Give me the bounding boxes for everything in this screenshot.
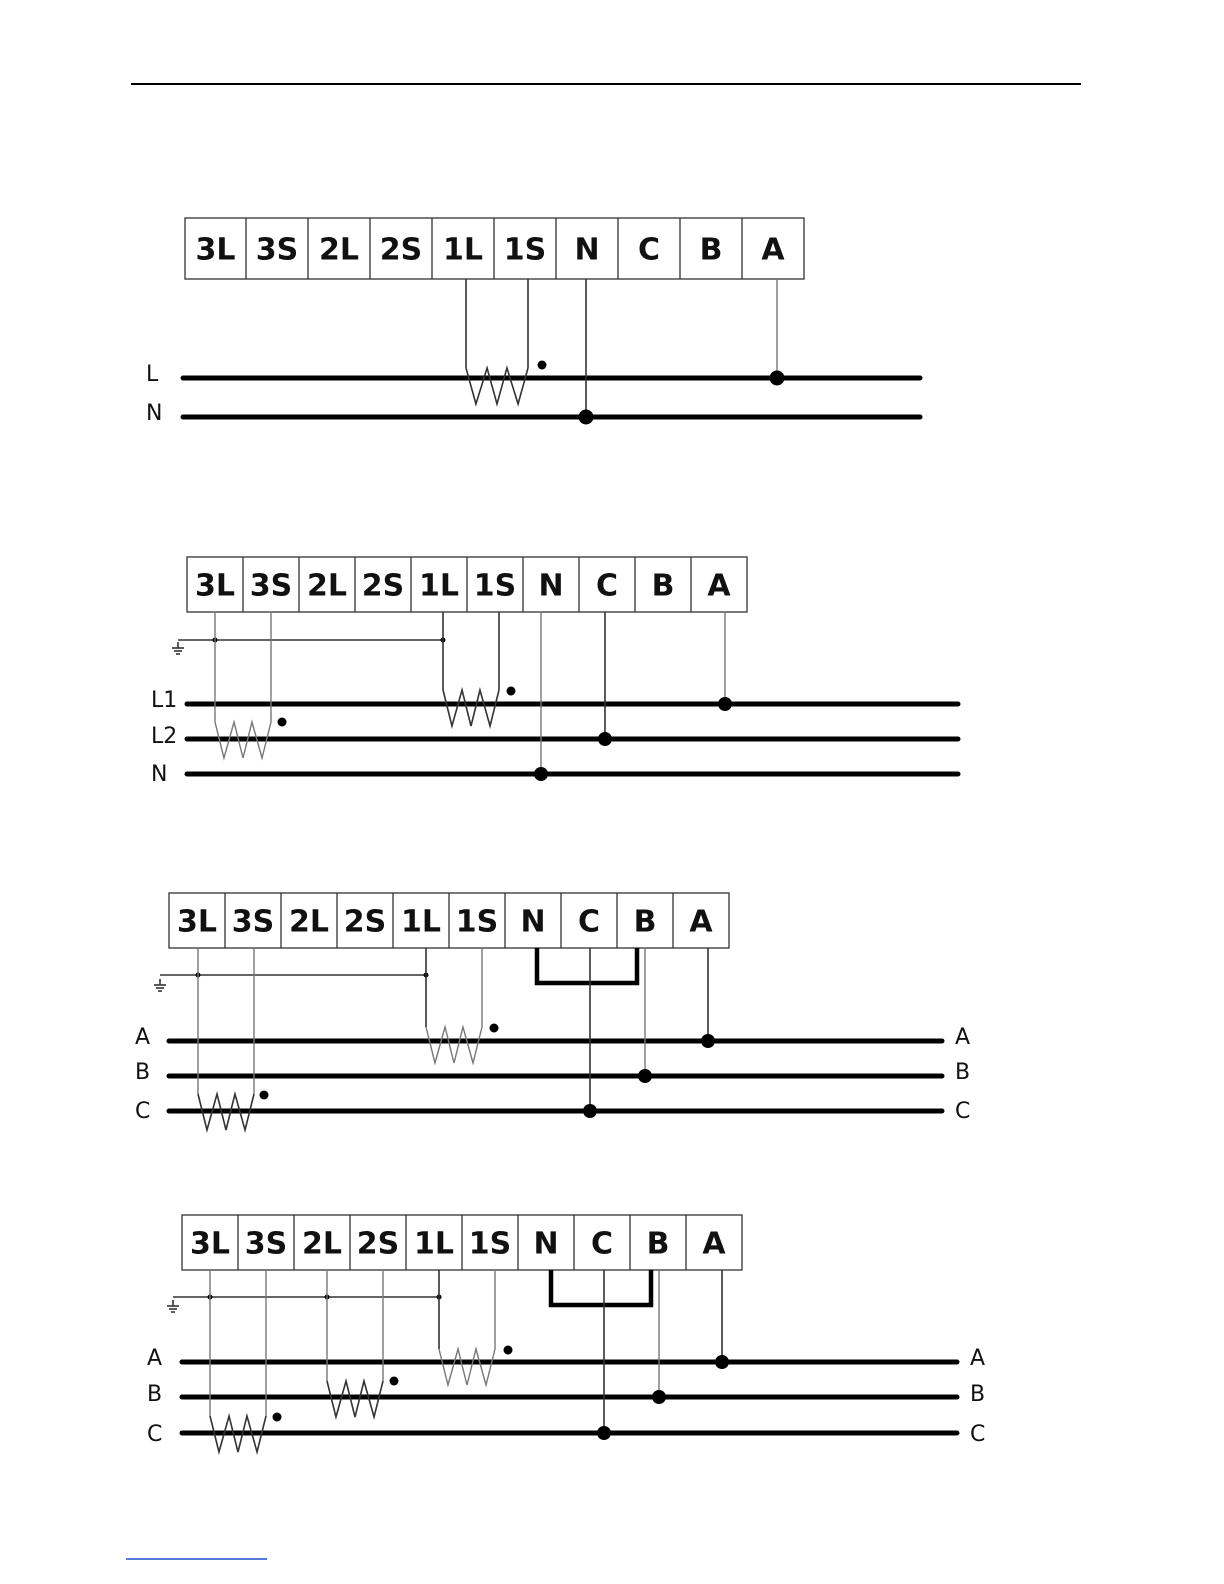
junction-dot-icon bbox=[770, 371, 785, 386]
line-label-l2: L2 bbox=[151, 724, 178, 749]
line-label-c-right: C bbox=[970, 1422, 986, 1447]
terminal-2s: 2S bbox=[379, 232, 423, 268]
polarity-dot-icon bbox=[490, 1024, 499, 1033]
terminal-1l: 1L bbox=[401, 904, 441, 940]
terminal-n: N bbox=[574, 232, 600, 268]
terminal-a: A bbox=[702, 1226, 726, 1262]
line-label-c-left: C bbox=[135, 1099, 151, 1124]
line-label-a-right: A bbox=[955, 1025, 971, 1050]
line-label-n: N bbox=[151, 762, 168, 787]
terminal-3s: 3S bbox=[249, 568, 293, 604]
junction-dot-icon bbox=[638, 1069, 652, 1083]
terminal-b: B bbox=[699, 232, 723, 268]
jumper-n-b bbox=[537, 948, 637, 983]
jumper-n-b bbox=[551, 1270, 651, 1305]
terminal-1s: 1S bbox=[473, 568, 517, 604]
terminal-2s: 2S bbox=[343, 904, 387, 940]
line-label-l1: L1 bbox=[151, 688, 178, 713]
polarity-dot-icon bbox=[273, 1413, 282, 1422]
line-label-b-left: B bbox=[147, 1382, 163, 1407]
terminal-3s: 3S bbox=[244, 1226, 288, 1262]
terminal-3s: 3S bbox=[255, 232, 299, 268]
terminal-a: A bbox=[761, 232, 785, 268]
terminal-c: C bbox=[637, 232, 661, 268]
terminal-2s: 2S bbox=[356, 1226, 400, 1262]
terminal-1l: 1L bbox=[443, 232, 483, 268]
junction-dot-icon bbox=[597, 1426, 611, 1440]
terminal-2l: 2L bbox=[307, 568, 347, 604]
terminal-1s: 1S bbox=[468, 1226, 512, 1262]
line-label-b-left: B bbox=[135, 1060, 151, 1085]
terminal-a: A bbox=[707, 568, 731, 604]
terminal-2l: 2L bbox=[302, 1226, 342, 1262]
current-transformer-coil-icon bbox=[443, 690, 499, 726]
diagram-single-phase-2-wire bbox=[146, 218, 920, 426]
current-transformer-coil-icon bbox=[426, 1027, 482, 1063]
terminal-1l: 1L bbox=[419, 568, 459, 604]
polarity-dot-icon bbox=[278, 718, 287, 727]
terminal-3s: 3S bbox=[231, 904, 275, 940]
terminal-2s: 2S bbox=[361, 568, 405, 604]
line-label-b-right: B bbox=[970, 1382, 986, 1407]
terminal-b: B bbox=[651, 568, 675, 604]
line-label-a-left: A bbox=[135, 1025, 151, 1050]
terminal-3l: 3L bbox=[195, 232, 236, 268]
terminal-a: A bbox=[689, 904, 713, 940]
line-label-n: N bbox=[146, 401, 163, 426]
ground-icon bbox=[154, 979, 166, 991]
terminal-2l: 2L bbox=[289, 904, 329, 940]
line-label-c-left: C bbox=[147, 1422, 163, 1447]
junction-dot-icon bbox=[579, 410, 594, 425]
junction-dot-icon bbox=[598, 732, 612, 746]
line-label-l: L bbox=[146, 362, 159, 387]
junction-dot-icon bbox=[534, 767, 548, 781]
terminal-c: C bbox=[577, 904, 601, 940]
junction-dot-icon bbox=[652, 1390, 666, 1404]
terminal-b: B bbox=[633, 904, 657, 940]
junction-dot-icon bbox=[583, 1104, 597, 1118]
terminal-n: N bbox=[538, 568, 564, 604]
polarity-dot-icon bbox=[504, 1346, 513, 1355]
polarity-dot-icon bbox=[538, 361, 547, 370]
line-label-a-left: A bbox=[147, 1346, 163, 1371]
terminal-c: C bbox=[595, 568, 619, 604]
diagram-three-phase-3-wire-2ct bbox=[135, 893, 970, 1130]
junction-dot-icon bbox=[701, 1034, 715, 1048]
terminal-n: N bbox=[520, 904, 546, 940]
diagram-three-phase-3-wire-3ct bbox=[147, 1215, 985, 1452]
terminal-3l: 3L bbox=[177, 904, 217, 940]
ground-icon bbox=[167, 1300, 179, 1312]
terminal-1s: 1S bbox=[455, 904, 499, 940]
current-transformer-coil-icon bbox=[439, 1349, 495, 1385]
terminal-b: B bbox=[646, 1226, 670, 1262]
polarity-dot-icon bbox=[507, 687, 516, 696]
line-label-c-right: C bbox=[955, 1099, 971, 1124]
terminal-c: C bbox=[590, 1226, 614, 1262]
polarity-dot-icon bbox=[260, 1091, 269, 1100]
ground-icon bbox=[172, 642, 184, 654]
terminal-n: N bbox=[533, 1226, 559, 1262]
diagram-single-phase-3-wire bbox=[151, 557, 958, 787]
junction-dot-icon bbox=[715, 1355, 729, 1369]
junction-dot-icon bbox=[718, 697, 732, 711]
line-label-a-right: A bbox=[970, 1346, 986, 1371]
line-label-b-right: B bbox=[955, 1060, 971, 1085]
terminal-3l: 3L bbox=[195, 568, 235, 604]
current-transformer-coil-icon bbox=[466, 368, 528, 404]
terminal-2l: 2L bbox=[319, 232, 359, 268]
terminal-1s: 1S bbox=[503, 232, 547, 268]
terminal-3l: 3L bbox=[190, 1226, 230, 1262]
terminal-1l: 1L bbox=[414, 1226, 454, 1262]
polarity-dot-icon bbox=[390, 1377, 399, 1386]
